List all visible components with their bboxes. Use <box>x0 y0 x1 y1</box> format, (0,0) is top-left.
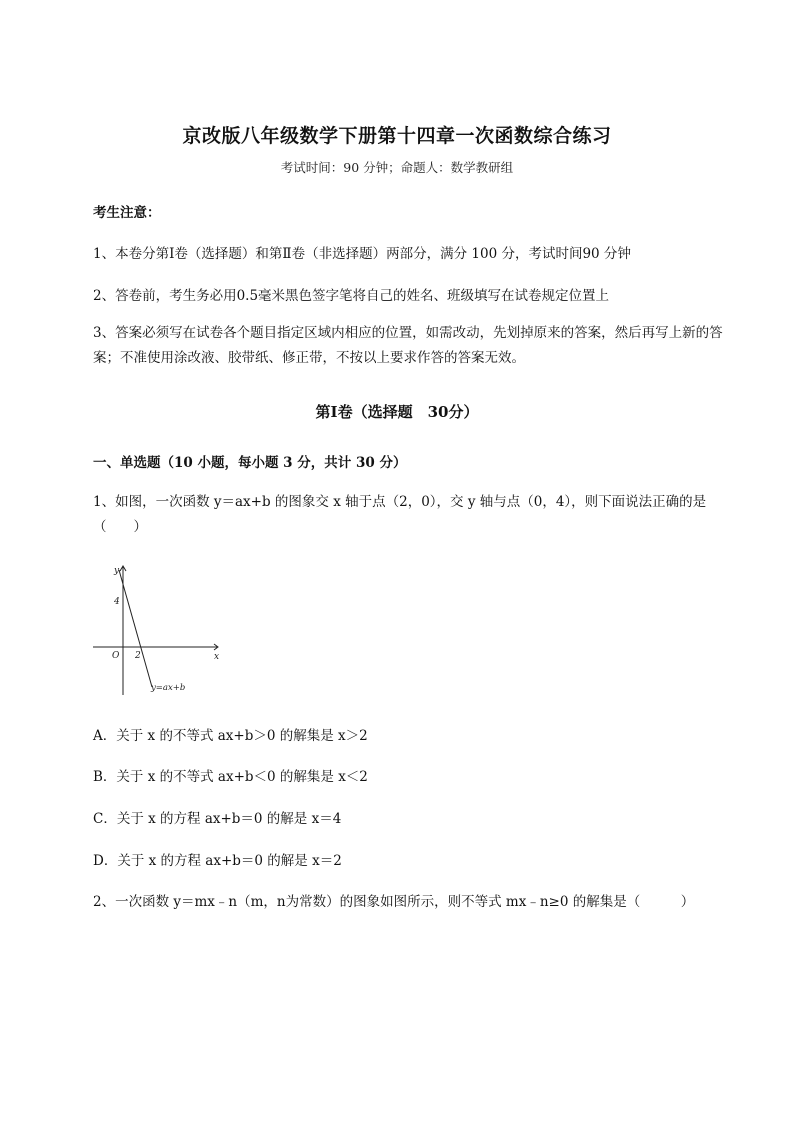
part-heading: 一、单选题（10 小题，每小题 3 分，共计 30 分） <box>93 455 407 471</box>
question-2-stem: 2、一次函数 y＝mx﹣n（m，n为常数）的图象如图所示，则不等式 mx﹣n≥0 的解集是（ ） <box>93 894 695 910</box>
question-1-stem: 1、如图，一次函数 y＝ax+b 的图象交 x 轴于点（2，0），交 y 轴与点（0，4），则下面说法正确的是（ ） <box>93 494 707 535</box>
x-tick-label: 2 <box>135 651 141 661</box>
y-tick-label: 4 <box>114 597 120 607</box>
origin-label: O <box>112 651 120 661</box>
section-title: 第Ⅰ卷（选择题 30分） <box>315 403 479 421</box>
question-1-figure <box>93 562 223 697</box>
option-d: D．关于 x 的方程 ax+b＝0 的解是 x＝2 <box>93 853 342 869</box>
x-axis-label: x <box>214 652 220 662</box>
option-a: A．关于 x 的不等式 ax+b＞0 的解集是 x＞2 <box>93 728 368 744</box>
option-c: C．关于 x 的方程 ax+b＝0 的解是 x＝4 <box>93 811 342 827</box>
option-b: B．关于 x 的不等式 ax+b＜0 的解集是 x＜2 <box>93 769 368 785</box>
notice-item-1: 1、本卷分第Ⅰ卷（选择题）和第Ⅱ卷（非选择题）两部分，满分 100 分，考试时间90 分钟 <box>93 246 631 262</box>
page-title: 京改版八年级数学下册第十四章一次函数综合练习 <box>182 125 612 147</box>
line-label: y=ax+b <box>151 683 186 693</box>
notice-item-2: 2、答卷前，考生务必用0.5毫米黑色签字笔将自己的姓名、班级填写在试卷规定位置上 <box>93 288 610 304</box>
notice-item-3: 3、答案必须写在试卷各个题目指定区域内相应的位置，如需改动，先划掉原来的答案，然后再写上新的答案；不准使用涂改液、胶带纸、修正带，不按以上要求作答的答案无效。 <box>93 325 723 366</box>
notice-heading: 考生注意： <box>93 205 161 221</box>
function-line <box>119 570 152 687</box>
y-axis-label: y <box>114 566 120 576</box>
function-graph <box>93 562 223 697</box>
exam-subtitle: 考试时间：90 分钟；命题人：数学教研组 <box>280 160 514 175</box>
